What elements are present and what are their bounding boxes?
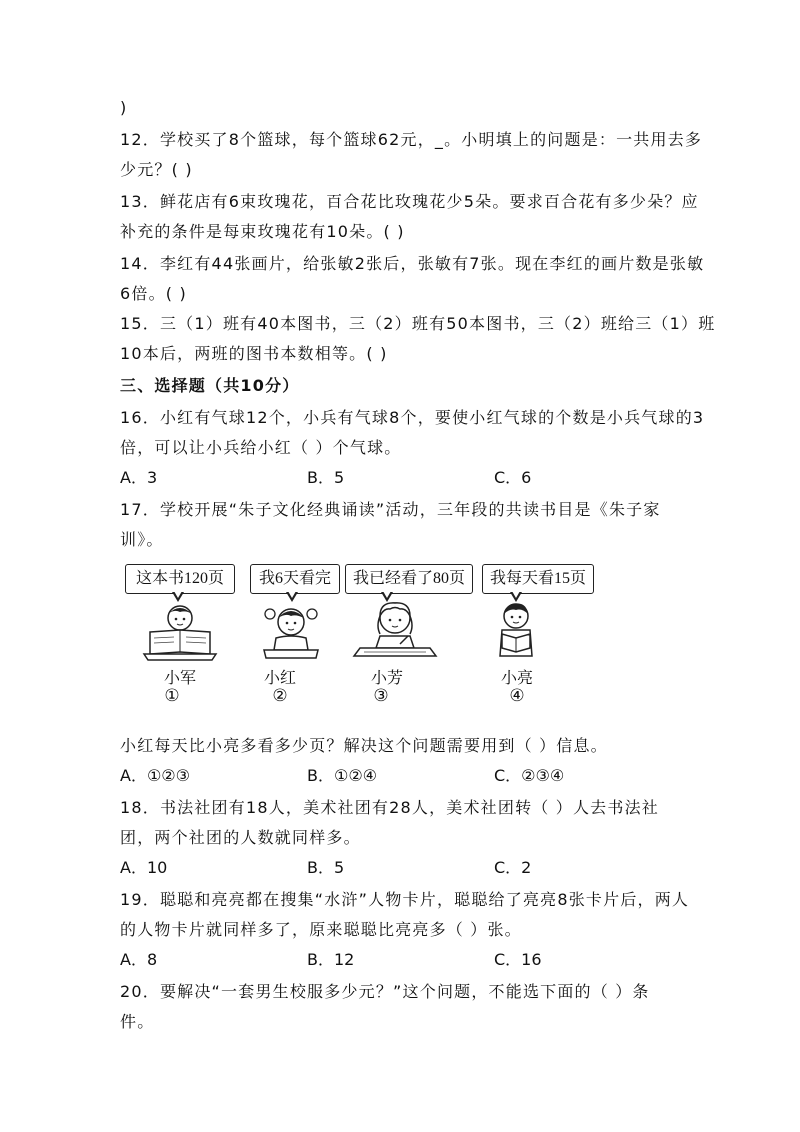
boy-reading-illustration	[140, 600, 220, 664]
q13-line2: 补充的条件是每束玫瑰花有10朵。( )	[120, 222, 405, 241]
name-xiaofang: 小芳	[370, 670, 403, 687]
q12-line1: 12．学校买了8个篮球，每个篮球62元，_。小明填上的问题是：一共用去多	[120, 130, 703, 149]
q17-line1: 17．学校开展“朱子文化经典诵读”活动，三年段的共读书目是《朱子家	[120, 500, 661, 519]
q19-line2: 的人物卡片就同样多了，原来聪聪比亮亮多（ ）张。	[120, 920, 522, 939]
boy-standing-reading-illustration	[488, 600, 544, 664]
q19-line1: 19．聪聪和亮亮都在搜集“水浒”人物卡片，聪聪给了亮亮8张卡片后，两人	[120, 890, 690, 909]
q17-line3: 小红每天比小亮多看多少页？解决这个问题需要用到（ ）信息。	[120, 736, 608, 755]
q17-option-b: B．①②④	[307, 766, 378, 785]
number-2: ②	[272, 686, 288, 706]
girl-writing-illustration	[350, 600, 440, 664]
bubble-xiaoliang: 我每天看15页	[482, 564, 594, 594]
section-3-heading: 三、选择题（共10分）	[120, 376, 300, 395]
bubble-xiaofang: 我已经看了80页	[345, 564, 473, 594]
bubble-xiaojun: 这本书120页	[125, 564, 235, 594]
q16-option-c: C．6	[494, 468, 532, 487]
number-3: ③	[373, 686, 389, 706]
q16-option-a: A．3	[120, 468, 158, 487]
name-xiaojun: 小军	[163, 670, 196, 687]
q19-option-c: C．16	[494, 950, 542, 969]
q14-line1: 14．李红有44张画片，给张敏2张后，张敏有7张。现在李红的画片数是张敏	[120, 254, 705, 273]
q18-line1: 18．书法社团有18人，美术社团有28人，美术社团转（ ）人去书法社	[120, 798, 659, 817]
q18-option-c: C．2	[494, 858, 532, 877]
q18-line2: 团，两个社团的人数就同样多。	[120, 828, 361, 847]
q13-line1: 13．鲜花店有6束玫瑰花，百合花比玫瑰花少5朵。要求百合花有多少朵？应	[120, 192, 699, 211]
name-xiaohong: 小红	[263, 670, 296, 687]
q16-line1: 16．小红有气球12个，小兵有气球8个，要使小红气球的个数是小兵气球的3	[120, 408, 705, 427]
q14-line2: 6倍。( )	[120, 284, 187, 303]
q19-option-a: A．8	[120, 950, 158, 969]
q15-line2: 10本后，两班的图书本数相等。( )	[120, 344, 388, 363]
continuation-paren: )	[120, 98, 128, 117]
q15-line1: 15．三（1）班有40本图书，三（2）班有50本图书，三（2）班给三（1）班	[120, 314, 716, 333]
name-xiaoliang: 小亮	[500, 670, 533, 687]
q20-line1: 20．要解决“一套男生校服多少元？”这个问题，不能选下面的（ ）条	[120, 982, 650, 1001]
q17-option-c: C．②③④	[494, 766, 565, 785]
q19-option-b: B．12	[307, 950, 355, 969]
q18-option-b: B．5	[307, 858, 345, 877]
q17-option-a: A．①②③	[120, 766, 190, 785]
number-4: ④	[509, 686, 525, 706]
number-1: ①	[164, 686, 180, 706]
bubble-xiaohong: 我6天看完	[250, 564, 340, 594]
q16-option-b: B．5	[307, 468, 345, 487]
q16-line2: 倍，可以让小兵给小红（ ）个气球。	[120, 438, 402, 457]
q20-line2: 件。	[120, 1012, 155, 1031]
q12-line2: 少元？( )	[120, 160, 193, 179]
girl-pigtails-illustration	[256, 600, 326, 664]
q18-option-a: A．10	[120, 858, 168, 877]
q17-line2: 训》。	[120, 530, 164, 549]
